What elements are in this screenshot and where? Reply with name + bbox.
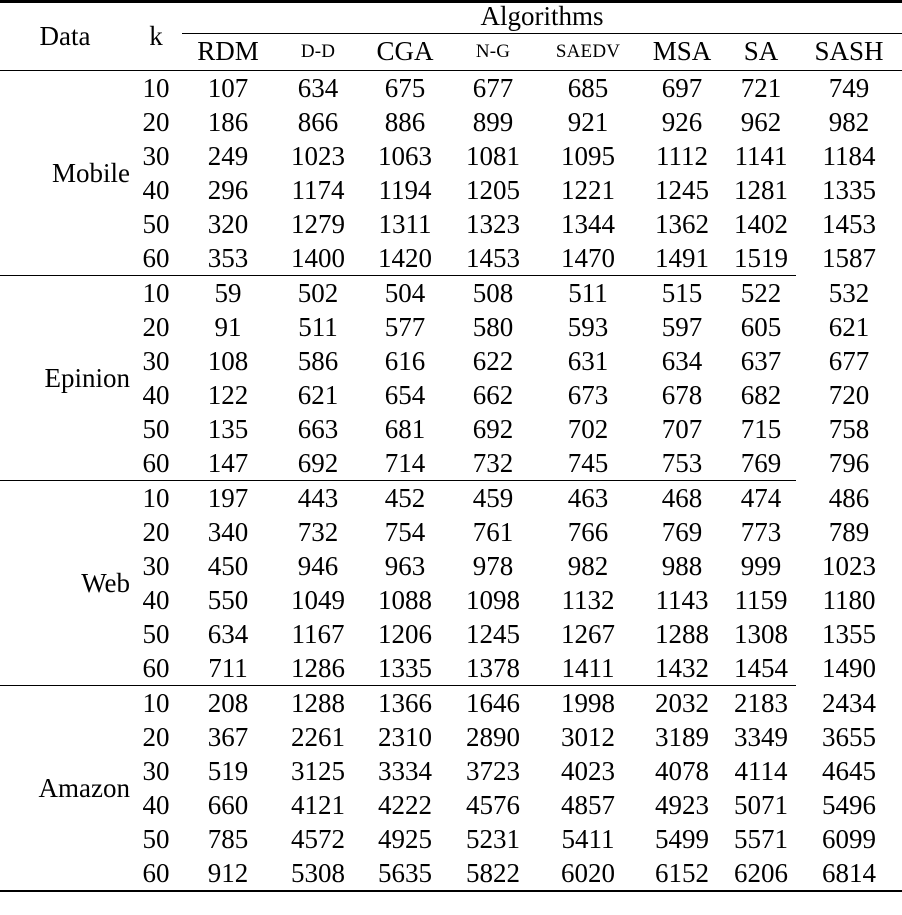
cell-rdm: 249 [207, 140, 249, 171]
cell-rdm: 108 [207, 345, 249, 376]
table-header [0, 2, 902, 72]
cell-sa: 1308 [734, 618, 788, 649]
cell-saedv: 1470 [561, 242, 615, 273]
cell-sash: 677 [828, 345, 870, 376]
cell-cga: 963 [384, 550, 426, 581]
cell-k: 40 [142, 174, 170, 205]
cell-cga: 714 [384, 447, 426, 478]
cell-sa: 715 [740, 413, 782, 444]
cell-rdm: 634 [207, 618, 249, 649]
cell-msa: 707 [661, 413, 703, 444]
cell-n-g: 692 [472, 413, 514, 444]
header-col-dd: D-D [300, 41, 336, 62]
cell-k: 40 [142, 584, 170, 615]
cell-sa: 605 [740, 311, 782, 342]
cell-sash: 1180 [822, 584, 876, 615]
cell-sash: 1184 [822, 140, 876, 171]
cell-msa: 1112 [656, 140, 708, 171]
cell-n-g: 1245 [466, 618, 520, 649]
cell-rdm: 91 [214, 311, 242, 342]
cell-d-d: 866 [297, 106, 339, 137]
cell-msa: 3189 [655, 721, 709, 752]
cell-sash: 1023 [822, 550, 876, 581]
cell-d-d: 1279 [291, 208, 345, 239]
cell-k: 60 [142, 652, 170, 683]
cell-d-d: 5308 [291, 857, 345, 888]
cell-msa: 753 [661, 447, 703, 478]
cell-rdm: 711 [208, 652, 248, 683]
cell-sa: 2183 [734, 687, 788, 718]
cell-sash: 749 [828, 72, 870, 103]
header-algorithms-group: Algorithms [182, 3, 902, 34]
header-col-ng: N-G [475, 41, 511, 62]
cell-rdm: 340 [207, 516, 249, 547]
cell-n-g: 732 [472, 447, 514, 478]
dataset-label-text: Mobile [52, 157, 130, 188]
cell-k: 30 [142, 140, 170, 171]
cell-msa: 1362 [655, 208, 709, 239]
cell-saedv: 593 [567, 311, 609, 342]
cell-sash: 621 [828, 311, 870, 342]
cell-k: 60 [142, 447, 170, 478]
cell-msa: 697 [661, 72, 703, 103]
cell-msa: 6152 [655, 857, 709, 888]
cell-n-g: 3723 [466, 755, 520, 786]
cell-sa: 962 [740, 106, 782, 137]
cell-k: 30 [142, 755, 170, 786]
cell-sa: 3349 [734, 721, 788, 752]
table-row [0, 207, 902, 241]
header-k: k [149, 21, 163, 51]
cell-msa: 1288 [655, 618, 709, 649]
cell-k: 20 [142, 721, 170, 752]
cell-cga: 1206 [378, 618, 432, 649]
cell-msa: 926 [661, 106, 703, 137]
cell-n-g: 1081 [466, 140, 520, 171]
bottom-rule [0, 891, 902, 892]
cell-d-d: 692 [297, 447, 339, 478]
cell-rdm: 785 [207, 823, 249, 854]
table-row [0, 856, 902, 891]
cell-d-d: 663 [297, 413, 339, 444]
table-row [0, 173, 902, 207]
table-row [0, 549, 902, 583]
cell-sa: 1454 [734, 652, 788, 683]
cell-cga: 681 [384, 413, 426, 444]
cell-d-d: 1288 [291, 687, 345, 718]
cell-rdm: 197 [207, 482, 249, 513]
cell-n-g: 1646 [466, 687, 520, 718]
cell-n-g: 899 [472, 106, 514, 137]
cell-d-d: 4572 [291, 823, 345, 854]
header-col-sa: SA [743, 36, 779, 66]
cell-sa: 637 [740, 345, 782, 376]
cell-sa: 1159 [734, 584, 788, 615]
cell-sash: 1453 [822, 208, 876, 239]
cell-sash: 486 [828, 482, 870, 513]
header-row-group [0, 3, 902, 34]
table-row [0, 788, 902, 822]
cell-cga: 577 [384, 311, 426, 342]
cell-d-d: 502 [297, 277, 339, 308]
cell-d-d: 1400 [291, 242, 345, 273]
table-row [0, 617, 902, 651]
cell-sash: 796 [828, 447, 870, 478]
table-row [0, 686, 902, 720]
cell-saedv: 685 [567, 72, 609, 103]
cell-cga: 654 [384, 379, 426, 410]
cell-saedv: 511 [568, 277, 608, 308]
cell-sash: 6814 [822, 857, 876, 888]
cell-sa: 682 [740, 379, 782, 410]
cell-d-d: 2261 [291, 721, 345, 752]
table-row [0, 446, 902, 481]
cell-n-g: 459 [472, 482, 514, 513]
cell-saedv: 1132 [561, 584, 615, 615]
cell-msa: 2032 [655, 687, 709, 718]
cell-k: 20 [142, 106, 170, 137]
cell-k: 10 [142, 687, 170, 718]
cell-d-d: 732 [297, 516, 339, 547]
cell-d-d: 443 [297, 482, 339, 513]
table-row [0, 822, 902, 856]
header-col-sash: SASH [814, 36, 884, 66]
cell-cga: 1335 [378, 652, 432, 683]
dataset-label [0, 686, 130, 891]
cell-sash: 6099 [822, 823, 876, 854]
cell-d-d: 511 [298, 311, 338, 342]
cell-sa: 5071 [734, 789, 788, 820]
cell-msa: 515 [661, 277, 703, 308]
header-col-rdm: RDM [197, 36, 259, 66]
table-row [0, 310, 902, 344]
cell-saedv: 631 [567, 345, 609, 376]
cell-msa: 5499 [655, 823, 709, 854]
cell-cga: 1194 [378, 174, 432, 205]
cell-rdm: 147 [207, 447, 249, 478]
table-row [0, 105, 902, 139]
cell-cga: 616 [384, 345, 426, 376]
cell-rdm: 550 [207, 584, 249, 615]
cell-saedv: 5411 [561, 823, 615, 854]
cell-saedv: 921 [567, 106, 609, 137]
table-row [0, 412, 902, 446]
cell-k: 30 [142, 550, 170, 581]
cell-saedv: 1998 [561, 687, 615, 718]
cell-sash: 3655 [822, 721, 876, 752]
cell-sash: 532 [828, 277, 870, 308]
cell-d-d: 1049 [291, 584, 345, 615]
cell-sa: 474 [740, 482, 782, 513]
cell-msa: 4923 [655, 789, 709, 820]
cell-cga: 2310 [378, 721, 432, 752]
cell-rdm: 660 [207, 789, 249, 820]
cell-d-d: 4121 [291, 789, 345, 820]
cell-rdm: 107 [207, 72, 249, 103]
table-row [0, 139, 902, 173]
dataset-label [0, 276, 130, 481]
cell-k: 10 [142, 482, 170, 513]
cell-d-d: 3125 [291, 755, 345, 786]
cell-saedv: 463 [567, 482, 609, 513]
cell-d-d: 946 [297, 550, 339, 581]
cell-cga: 1088 [378, 584, 432, 615]
cell-sash: 2434 [822, 687, 876, 718]
cell-k: 50 [142, 823, 170, 854]
cell-saedv: 4857 [561, 789, 615, 820]
cell-sa: 773 [740, 516, 782, 547]
table-row [0, 754, 902, 788]
cell-saedv: 1344 [561, 208, 615, 239]
cell-k: 10 [142, 277, 170, 308]
cell-saedv: 766 [567, 516, 609, 547]
cell-k: 50 [142, 208, 170, 239]
cell-sash: 1335 [822, 174, 876, 205]
cell-rdm: 450 [207, 550, 249, 581]
cell-cga: 754 [384, 516, 426, 547]
cell-k: 40 [142, 789, 170, 820]
table-row [0, 583, 902, 617]
cell-k: 30 [142, 345, 170, 376]
cell-cga: 452 [384, 482, 426, 513]
table-row [0, 241, 902, 276]
cell-saedv: 702 [567, 413, 609, 444]
cell-sa: 1141 [734, 140, 788, 171]
cell-rdm: 320 [207, 208, 249, 239]
cell-saedv: 982 [567, 550, 609, 581]
cell-cga: 675 [384, 72, 426, 103]
dataset-label-text: Web [81, 567, 130, 598]
dataset-label-text: Amazon [38, 772, 130, 803]
cell-saedv: 1267 [561, 618, 615, 649]
cell-sash: 1587 [822, 242, 876, 273]
cell-n-g: 5822 [466, 857, 520, 888]
cell-k: 20 [142, 311, 170, 342]
cell-n-g: 662 [472, 379, 514, 410]
cell-n-g: 677 [472, 72, 514, 103]
cell-d-d: 634 [297, 72, 339, 103]
cell-msa: 468 [661, 482, 703, 513]
cell-n-g: 1323 [466, 208, 520, 239]
cell-cga: 1366 [378, 687, 432, 718]
table-row [0, 515, 902, 549]
dataset-label-text: Epinion [44, 362, 130, 393]
cell-n-g: 2890 [466, 721, 520, 752]
cell-k: 20 [142, 516, 170, 547]
cell-saedv: 1411 [561, 652, 615, 683]
cell-d-d: 1286 [291, 652, 345, 683]
cell-k: 10 [142, 72, 170, 103]
header-data: Data [39, 21, 91, 51]
cell-k: 50 [142, 618, 170, 649]
cell-rdm: 208 [207, 687, 249, 718]
cell-cga: 1420 [378, 242, 432, 273]
table-row [0, 481, 902, 515]
cell-d-d: 1174 [291, 174, 345, 205]
cell-n-g: 1205 [466, 174, 520, 205]
cell-rdm: 912 [207, 857, 249, 888]
cell-k: 50 [142, 413, 170, 444]
dataset-label [0, 71, 130, 276]
cell-cga: 504 [384, 277, 426, 308]
cell-saedv: 673 [567, 379, 609, 410]
cell-sash: 758 [828, 413, 870, 444]
cell-sa: 999 [740, 550, 782, 581]
table-row [0, 276, 902, 310]
cell-rdm: 59 [214, 277, 242, 308]
table-row [0, 378, 902, 412]
cell-saedv: 1095 [561, 140, 615, 171]
cell-rdm: 519 [207, 755, 249, 786]
cell-n-g: 978 [472, 550, 514, 581]
cell-msa: 1491 [655, 242, 709, 273]
cell-rdm: 186 [207, 106, 249, 137]
cell-cga: 886 [384, 106, 426, 137]
cell-sa: 1281 [734, 174, 788, 205]
cell-saedv: 745 [567, 447, 609, 478]
cell-n-g: 1378 [466, 652, 520, 683]
cell-rdm: 135 [207, 413, 249, 444]
cell-n-g: 761 [472, 516, 514, 547]
cell-cga: 4925 [378, 823, 432, 854]
cell-n-g: 580 [472, 311, 514, 342]
dataset-label [0, 481, 130, 686]
cell-msa: 678 [661, 379, 703, 410]
table-footer [0, 891, 902, 892]
cell-d-d: 586 [297, 345, 339, 376]
cell-sa: 1402 [734, 208, 788, 239]
cell-sash: 1355 [822, 618, 876, 649]
cell-sa: 721 [740, 72, 782, 103]
cell-sa: 4114 [734, 755, 788, 786]
cell-sash: 720 [828, 379, 870, 410]
cell-sa: 1519 [734, 242, 788, 273]
cell-n-g: 508 [472, 277, 514, 308]
cell-msa: 1432 [655, 652, 709, 683]
table-row [0, 71, 902, 105]
cell-sa: 5571 [734, 823, 788, 854]
cell-cga: 1063 [378, 140, 432, 171]
cell-msa: 988 [661, 550, 703, 581]
cell-sa: 522 [740, 277, 782, 308]
cell-sash: 5496 [822, 789, 876, 820]
cell-n-g: 1453 [466, 242, 520, 273]
cell-n-g: 622 [472, 345, 514, 376]
header-col-saedv: SAEDV [555, 41, 621, 62]
cell-msa: 1245 [655, 174, 709, 205]
cell-msa: 1143 [655, 584, 709, 615]
cell-rdm: 353 [207, 242, 249, 273]
cell-d-d: 621 [297, 379, 339, 410]
table-row [0, 720, 902, 754]
cell-sash: 1490 [822, 652, 876, 683]
cell-cga: 3334 [378, 755, 432, 786]
cell-saedv: 3012 [561, 721, 615, 752]
table-body [0, 71, 902, 891]
cell-k: 60 [142, 242, 170, 273]
cell-n-g: 1098 [466, 584, 520, 615]
cell-msa: 597 [661, 311, 703, 342]
header-col-cga: CGA [376, 36, 434, 66]
cell-k: 40 [142, 379, 170, 410]
cell-msa: 4078 [655, 755, 709, 786]
cell-rdm: 122 [207, 379, 249, 410]
cell-rdm: 367 [207, 721, 249, 752]
cell-sash: 789 [828, 516, 870, 547]
cell-k: 60 [142, 857, 170, 888]
header-col-msa: MSA [652, 36, 712, 66]
cell-d-d: 1023 [291, 140, 345, 171]
cell-d-d: 1167 [291, 618, 345, 649]
cell-sash: 4645 [822, 755, 876, 786]
cell-saedv: 1221 [561, 174, 615, 205]
cell-n-g: 5231 [466, 823, 520, 854]
cell-msa: 769 [661, 516, 703, 547]
cell-saedv: 4023 [561, 755, 615, 786]
table-row [0, 344, 902, 378]
cell-cga: 1311 [378, 208, 432, 239]
cell-rdm: 296 [207, 174, 249, 205]
cell-sa: 769 [740, 447, 782, 478]
cell-sash: 982 [828, 106, 870, 137]
cell-cga: 4222 [378, 789, 432, 820]
table-row [0, 651, 902, 686]
cell-sa: 6206 [734, 857, 788, 888]
cell-saedv: 6020 [561, 857, 615, 888]
cell-cga: 5635 [378, 857, 432, 888]
cell-n-g: 4576 [466, 789, 520, 820]
cell-msa: 634 [661, 345, 703, 376]
